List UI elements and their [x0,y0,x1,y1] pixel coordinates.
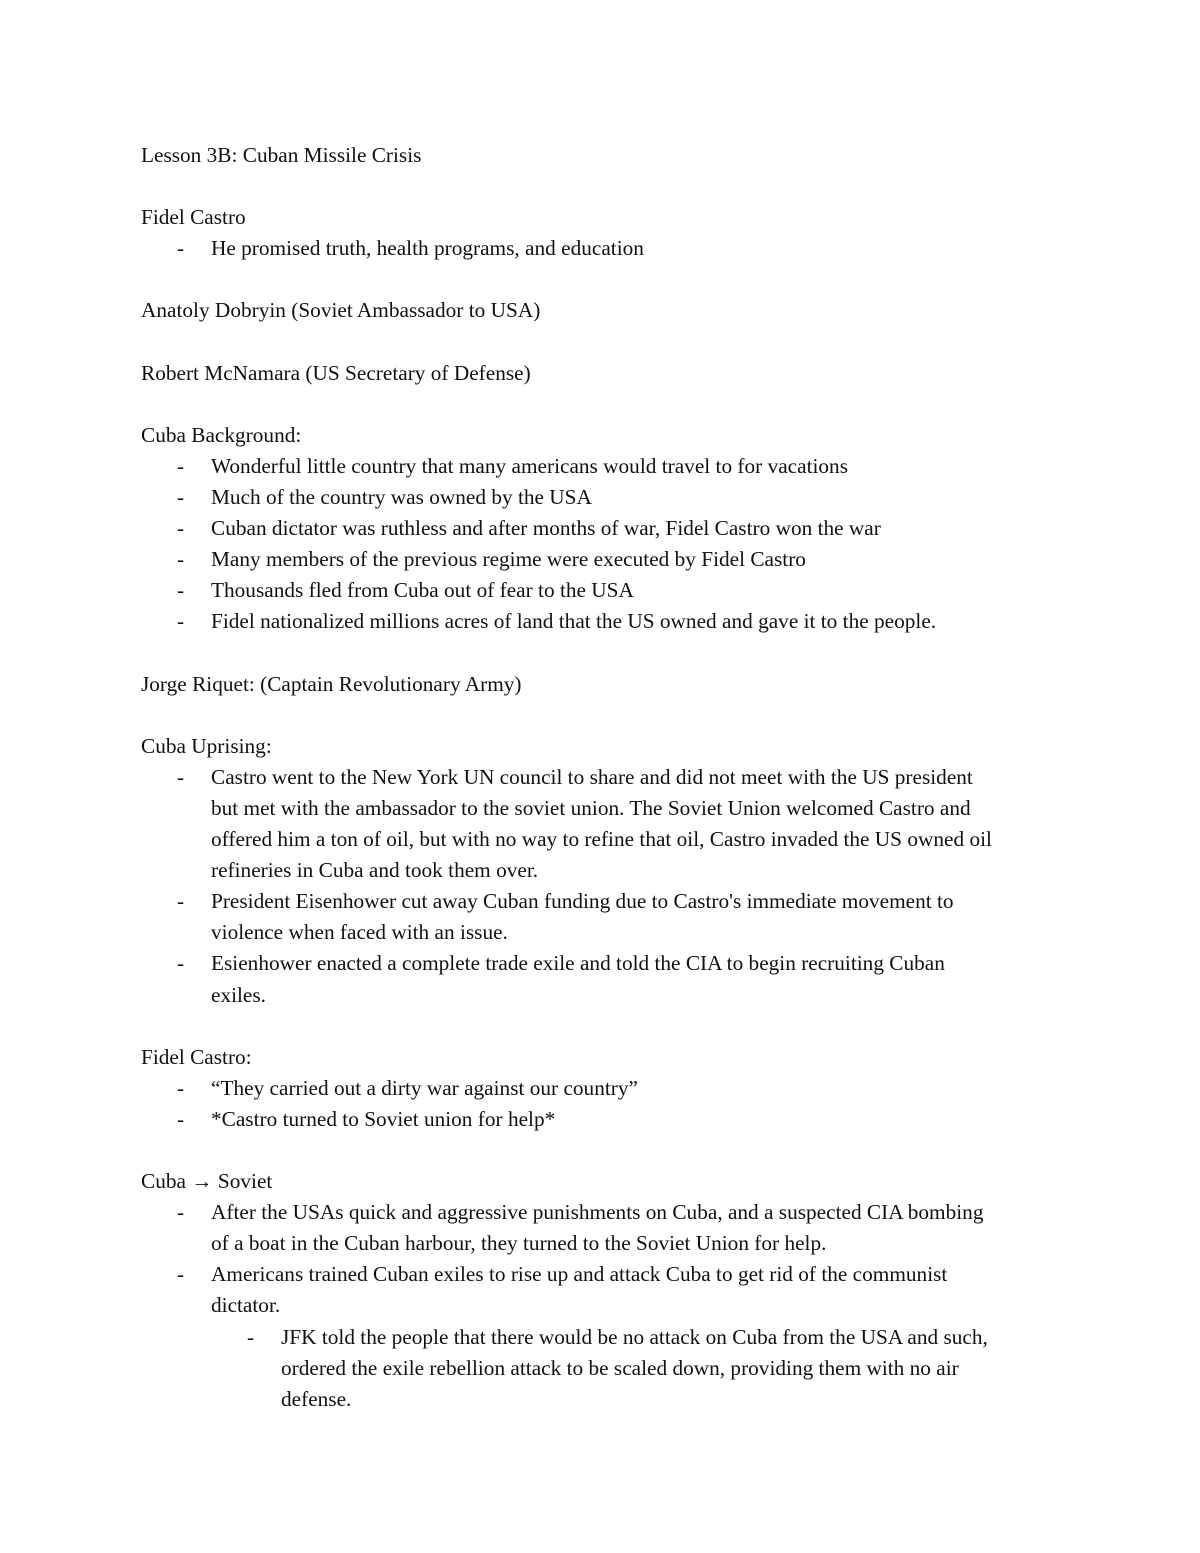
bullet-list-cuba-background [141,451,1001,638]
bullet-dash: - [177,609,185,634]
list-item [141,513,1001,544]
list-item [141,886,1001,948]
section-heading-cuba-soviet: Cuba → Soviet [141,1169,273,1194]
list-item [141,482,1001,513]
list-item-text: Castro went to the New York UN council to share and did not meet with the US president but met with the ambassador to the soviet union. The Soviet Union welcomed Castro and offered him a ton of oil, but with no way to refine that oil, Castro invaded the US owned oil refineries in Cuba and took them over. [211,764,992,883]
list-item-text: Fidel nationalized millions acres of land that the US owned and gave it to the people. [211,609,937,634]
bullet-dash: - [177,547,185,572]
bullet-dash: - [177,516,185,541]
bullet-list-cuba-soviet [141,1197,1001,1415]
list-item [141,1104,1001,1135]
bullet-dash: - [177,889,185,914]
list-item-text: Wonderful little country that many americans would travel to for vacations [211,453,848,478]
list-item-text: He promised truth, health programs, and education [211,236,644,261]
bullet-dash: - [247,1324,255,1349]
bullet-dash: - [177,1200,185,1225]
section-heading-fidel-castro-quote: Fidel Castro: [141,1044,252,1069]
list-item [211,1322,1001,1415]
bullet-dash: - [177,236,185,261]
list-item [141,948,1001,1010]
bullet-dash: - [177,1106,185,1131]
section-heading-mcnamara: Robert McNamara (US Secretary of Defense) [141,360,531,385]
bullet-dash: - [177,951,185,976]
bullet-dash: - [177,1262,185,1287]
list-item [141,544,1001,575]
list-item-text: President Eisenhower cut away Cuban funding due to Castro's immediate movement to violence when faced with an issue. [211,889,954,945]
list-item [141,233,1071,264]
list-item [141,451,1001,482]
sub-bullet-list [211,1322,1001,1415]
list-item-text: After the USAs quick and aggressive punishments on Cuba, and a suspected CIA bombing of a boat in the Cuban harbour, they turned to the Soviet Union for help. [211,1200,984,1256]
bullet-list-fidel-castro-quote [141,1073,1001,1135]
list-item [141,575,1001,606]
list-item-text: JFK told the people that there would be no attack on Cuba from the USA and such, ordered the exile rebellion attack to be scaled down, providing them with no air defense. [281,1324,988,1411]
section-heading-cuba-uprising: Cuba Uprising: [141,733,272,758]
section-heading-dobryin: Anatoly Dobryin (Soviet Ambassador to USA) [141,298,541,323]
section-heading-fidel-castro: Fidel Castro [141,205,246,230]
list-item-text: “They carried out a dirty war against our country” [211,1075,638,1100]
list-item-text: Esienhower enacted a complete trade exile and told the CIA to begin recruiting Cuban exiles. [211,951,945,1007]
bullet-list-cuba-uprising [141,762,1001,1011]
list-item-text: *Castro turned to Soviet union for help* [211,1106,556,1131]
bullet-dash: - [177,578,185,603]
list-item [141,762,1001,886]
bullet-dash: - [177,1075,185,1100]
section-heading-jorge-riquet: Jorge Riquet: (Captain Revolutionary Army) [141,671,522,696]
document-title: Lesson 3B: Cuban Missile Crisis [141,143,422,167]
bullet-list-fidel-castro [141,233,1071,264]
bullet-dash: - [177,453,185,478]
document-page [141,140,1071,1415]
list-item [141,1197,1001,1259]
list-item-text: Many members of the previous regime were executed by Fidel Castro [211,547,806,572]
list-item-text: Much of the country was owned by the USA [211,485,592,510]
bullet-dash: - [177,485,185,510]
list-item [141,1259,1001,1414]
list-item-text: Cuban dictator was ruthless and after months of war, Fidel Castro won the war [211,516,881,541]
list-item [141,606,1001,637]
list-item-text: Thousands fled from Cuba out of fear to the USA [211,578,634,603]
bullet-dash: - [177,764,185,789]
list-item [141,1073,1001,1104]
section-heading-cuba-background: Cuba Background: [141,422,302,447]
list-item-text: Americans trained Cuban exiles to rise up and attack Cuba to get rid of the communist dictator. [211,1262,948,1318]
